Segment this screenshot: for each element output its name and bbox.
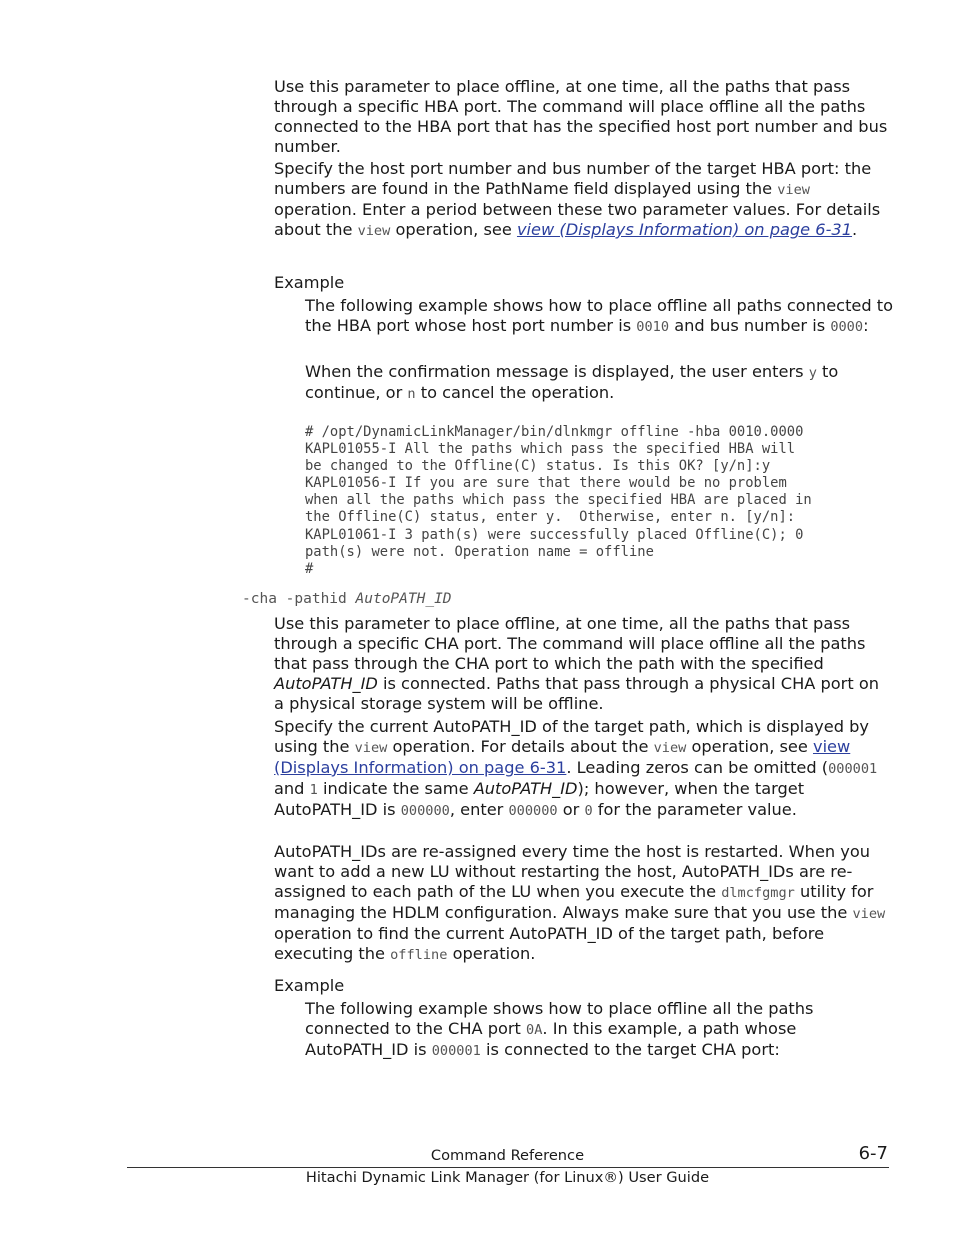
footer-section-title: Command Reference <box>430 1147 585 1164</box>
cha-reassign-paragraph: AutoPATH_IDs are re-assigned every time the host is restarted. When you want to add a new LU without restarting the host, AutoPATH_IDs are re-assigned to each path of the LU when you execute the dlmcfgmgr utility for managing the HDLM configuration. Always make sure that you use the view operation to find the current AutoPATH_ID of the target path, before executing the offline operation. <box>274 842 886 963</box>
cha-specify-paragraph: Specify the current AutoPATH_ID of the target path, which is displayed by using the view operation. For details about the view operation, see view (Displays Information) on page 6-31. Leading zeros can be omitted (000001 and 1 indicate the same AutoPATH_ID); however, when the target AutoPATH_ID is 000000, enter 000000 or 0 for the parameter value. <box>274 717 878 819</box>
view-reference-link[interactable]: view (Displays Information) on page 6-31 <box>516 220 853 239</box>
cha-parameter-heading: -cha -pathid AutoPATH_ID <box>242 591 452 607</box>
footer-book-title: Hitachi Dynamic Link Manager (for Linux®) User Guide <box>305 1169 710 1186</box>
footer-divider <box>127 1167 889 1168</box>
cha-example-paragraph: The following example shows how to place offline all the paths connected to the CHA port 0A. In this example, a path whose AutoPATH_ID is 000001 is connected to the target CHA port: <box>305 999 814 1059</box>
cha-description-paragraph: Use this parameter to place offline, at one time, all the paths that pass through a specific CHA port. The command will place offline all the paths that pass through the CHA port to which the path with the specified AutoPATH_ID is connected. Paths that pass through a physical CHA port on a physical storage system will be offline. <box>274 614 879 713</box>
hba-example-heading: Example <box>274 273 345 292</box>
hba-specify-paragraph: Specify the host port number and bus number of the target HBA port: the numbers are found in the PathName field displayed using the view operation. Enter a period between these two parameter values. For details about the view operation, see view (Displays Information) on page 6-31. <box>274 159 881 239</box>
hba-confirmation-paragraph: When the confirmation message is displayed, the user enters y to continue, or n to cancel the operation. <box>305 362 839 402</box>
hba-description-paragraph: Use this parameter to place offline, at one time, all the paths that pass through a specific HBA port. The command will place offline all the paths connected to the HBA port that has the specified host port number and bus number. <box>274 77 888 156</box>
cha-example-heading: Example <box>274 976 345 995</box>
page-number: 6-7 <box>858 1143 888 1164</box>
hba-example-paragraph: The following example shows how to place offline all paths connected to the HBA port whose host port number is 0010 and bus number is 0000: <box>305 296 894 335</box>
hba-code-example: # /opt/DynamicLinkManager/bin/dlnkmgr offline -hba 0010.0000 KAPL01055-I All the paths which pass the specified HBA will be changed to the Offline(C) status. Is this OK? [y/n]:y KAPL01056-I If you are sure that there would be no problem when all the paths which pass the specified HBA are placed in the Offline(C) status, enter y. Otherwise, enter n. [y/n]: KAPL01061-I 3 path(s) were successfully placed Offline(C); 0 path(s) were not. Operation name = offline # <box>305 424 812 577</box>
view-reference-link-2[interactable]: view (Displays Information) on page 6-31 <box>274 737 851 777</box>
